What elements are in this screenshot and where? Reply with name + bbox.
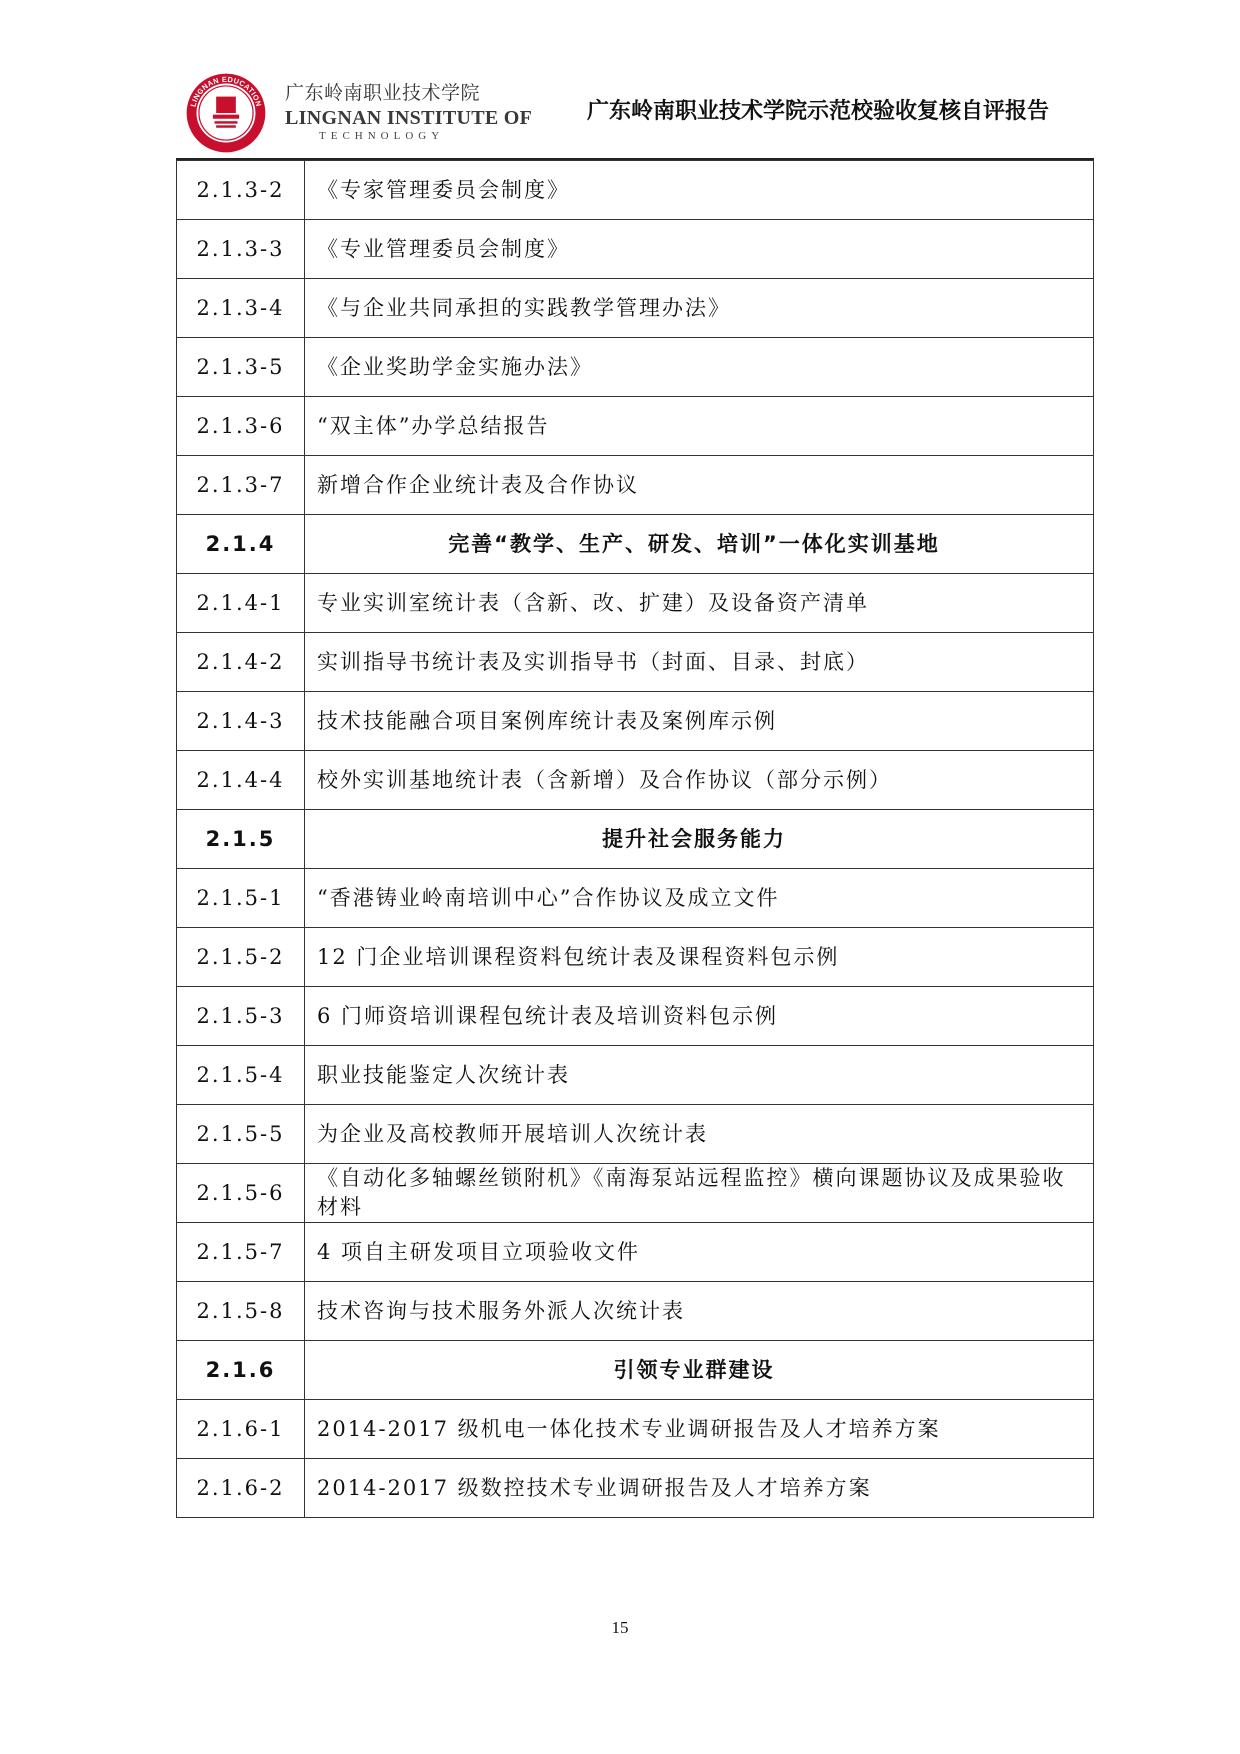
table-row bbox=[177, 987, 1094, 1046]
item-code: 2.1.5-7 bbox=[177, 1223, 305, 1282]
logo-ring-bottom-text: EST.1993 bbox=[211, 130, 241, 141]
table-row bbox=[177, 1164, 1094, 1223]
table-row bbox=[177, 633, 1094, 692]
section-row bbox=[177, 1341, 1094, 1400]
item-description: 12 门企业培训课程资料包统计表及课程资料包示例 bbox=[305, 928, 1094, 987]
item-code: 2.1.5-6 bbox=[177, 1164, 305, 1223]
item-description: 职业技能鉴定人次统计表 bbox=[305, 1046, 1094, 1105]
table-row bbox=[177, 456, 1094, 515]
item-description: 2014-2017 级机电一体化技术专业调研报告及人才培养方案 bbox=[305, 1400, 1094, 1459]
item-code: 2.1.6-2 bbox=[177, 1459, 305, 1518]
table-row bbox=[177, 751, 1094, 810]
item-code: 2.1.3-4 bbox=[177, 279, 305, 338]
item-description: 6 门师资培训课程包统计表及培训资料包示例 bbox=[305, 987, 1094, 1046]
table-row bbox=[177, 220, 1094, 279]
item-code: 2.1.3-6 bbox=[177, 397, 305, 456]
item-description: 校外实训基地统计表（含新增）及合作协议（部分示例） bbox=[305, 751, 1094, 810]
item-code: 2.1.3-5 bbox=[177, 338, 305, 397]
table-row bbox=[177, 279, 1094, 338]
item-description: 《自动化多轴螺丝锁附机》《南海泵站远程监控》横向课题协议及成果验收材料 bbox=[305, 1164, 1094, 1223]
section-row bbox=[177, 515, 1094, 574]
table-row bbox=[177, 338, 1094, 397]
section-row bbox=[177, 810, 1094, 869]
item-description: 实训指导书统计表及实训指导书（封面、目录、封底） bbox=[305, 633, 1094, 692]
item-code: 2.1.6-1 bbox=[177, 1400, 305, 1459]
item-code: 2.1.5-2 bbox=[177, 928, 305, 987]
table-row bbox=[177, 1282, 1094, 1341]
logo-ring-top-text: LINGNAN EDUCATION bbox=[188, 74, 264, 108]
item-code: 2.1.5-4 bbox=[177, 1046, 305, 1105]
item-description: 为企业及高校教师开展培训人次统计表 bbox=[305, 1105, 1094, 1164]
section-title: 引领专业群建设 bbox=[305, 1341, 1094, 1400]
item-description: 《与企业共同承担的实践教学管理办法》 bbox=[305, 279, 1094, 338]
item-code: 2.1.5-8 bbox=[177, 1282, 305, 1341]
item-code: 2.1.5-5 bbox=[177, 1105, 305, 1164]
table-row bbox=[177, 1046, 1094, 1105]
item-code: 2.1.4-2 bbox=[177, 633, 305, 692]
report-title: 广东岭南职业技术学院示范校验收复核自评报告 bbox=[586, 99, 1049, 124]
item-description: 技术咨询与技术服务外派人次统计表 bbox=[305, 1282, 1094, 1341]
item-code: 2.1.3-3 bbox=[177, 220, 305, 279]
item-description: 《专业管理委员会制度》 bbox=[305, 220, 1094, 279]
logo-text bbox=[285, 78, 532, 142]
section-title: 完善“教学、生产、研发、培训”一体化实训基地 bbox=[305, 515, 1094, 574]
item-code: 2.1.4 bbox=[177, 515, 305, 574]
logo-english-name-line2: TECHNOLOGY bbox=[319, 130, 445, 142]
item-description: “香港铸业岭南培训中心”合作协议及成立文件 bbox=[305, 869, 1094, 928]
item-description: 新增合作企业统计表及合作协议 bbox=[305, 456, 1094, 515]
logo-english-name: LINGNAN INSTITUTE OF bbox=[285, 107, 533, 129]
item-description: 《企业奖助学金实施办法》 bbox=[305, 338, 1094, 397]
table-row bbox=[177, 161, 1094, 220]
item-code: 2.1.4-3 bbox=[177, 692, 305, 751]
page-header bbox=[185, 72, 1065, 150]
item-code: 2.1.4-4 bbox=[177, 751, 305, 810]
document-table-body bbox=[177, 161, 1094, 1518]
item-code: 2.1.5-3 bbox=[177, 987, 305, 1046]
item-code: 2.1.4-1 bbox=[177, 574, 305, 633]
document-table bbox=[176, 160, 1094, 1518]
item-description: 2014-2017 级数控技术专业调研报告及人才培养方案 bbox=[305, 1459, 1094, 1518]
item-code: 2.1.3-2 bbox=[177, 161, 305, 220]
item-code: 2.1.3-7 bbox=[177, 456, 305, 515]
table-row bbox=[177, 397, 1094, 456]
table-row bbox=[177, 1223, 1094, 1282]
table-row bbox=[177, 692, 1094, 751]
item-description: “双主体”办学总结报告 bbox=[305, 397, 1094, 456]
school-logo bbox=[185, 72, 267, 154]
table-row bbox=[177, 1105, 1094, 1164]
table-row bbox=[177, 1400, 1094, 1459]
page-number: 15 bbox=[611, 1618, 629, 1637]
item-code: 2.1.6 bbox=[177, 1341, 305, 1400]
item-description: 技术技能融合项目案例库统计表及案例库示例 bbox=[305, 692, 1094, 751]
table-row bbox=[177, 869, 1094, 928]
item-description: 《专家管理委员会制度》 bbox=[305, 161, 1094, 220]
logo-chinese-name: 广东岭南职业技术学院 bbox=[285, 82, 481, 104]
item-description: 专业实训室统计表（含新、改、扩建）及设备资产清单 bbox=[305, 574, 1094, 633]
item-code: 2.1.5-1 bbox=[177, 869, 305, 928]
table-row bbox=[177, 1459, 1094, 1518]
table-row bbox=[177, 928, 1094, 987]
item-description: 4 项自主研发项目立项验收文件 bbox=[305, 1223, 1094, 1282]
table-row bbox=[177, 574, 1094, 633]
item-code: 2.1.5 bbox=[177, 810, 305, 869]
section-title: 提升社会服务能力 bbox=[305, 810, 1094, 869]
